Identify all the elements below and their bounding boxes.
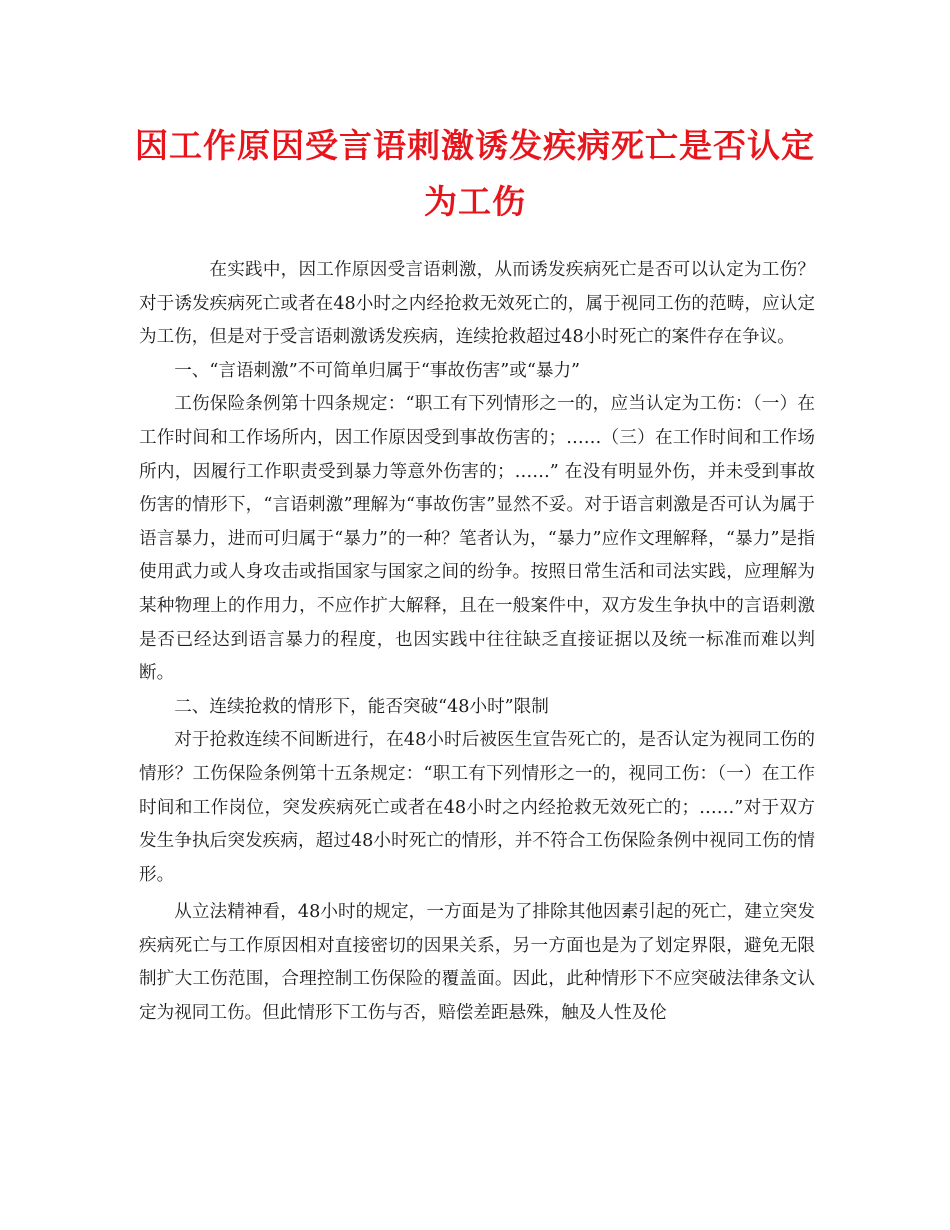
- document-body: [139, 254, 815, 1031]
- paragraph-legislative-spirit: 从立法精神看，48小时的规定，一方面是为了排除其他因素引起的死亡，建立突发疾病死亡与工作原因相对直接密切的因果关系，另一方面也是为了划定界限，避免无限制扩大工伤范围，合理控制工伤保险的覆盖面。因此，此种情形下不应突破法律条文认定为视同工伤。但此情形下工伤与否，赔偿差距悬殊，触及人性及伦: [139, 902, 815, 1024]
- paragraph-article-14: 工伤保险条例第十四条规定：“职工有下列情形之一的，应当认定为工伤：（一）在工作时间和工作场所内，因工作原因受到事故伤害的；……（三）在工作时间和工作场所内，因履行工作职责受到暴力等意外伤害的；……” 在没有明显外伤，并未受到事故伤害的情形下，“言语刺激”理解为“事故伤害”显然不妥。对于语言刺激是否可认为属于语言暴力，进而可归属于“暴力”的一种？笔者认为，“暴力”应作文理解释，“暴力”是指使用武力或人身攻击或指国家与国家之间的纷争。按照日常生活和司法实践，应理解为某种物理上的作用力，不应作扩大解释，且在一般案件中，双方发生争执中的言语刺激是否已经达到语言暴力的程度，也因实践中往往缺乏直接证据以及统一标准而难以判断。: [139, 394, 815, 684]
- paragraph-intro: 在实践中，因工作原因受言语刺激，从而诱发疾病死亡是否可以认定为工伤？对于诱发疾病死亡或者在48小时之内经抢救无效死亡的，属于视同工伤的范畴，应认定为工伤，但是对于受言语刺激诱发疾病，连续抢救超过48小时死亡的案件存在争议。: [139, 260, 815, 348]
- section-heading-1: 一、“言语刺激”不可简单归属于“事故伤害”或“暴力”: [174, 360, 581, 381]
- document-title: 因工作原因受言语刺激诱发疾病死亡是否认定为工伤: [135, 126, 815, 221]
- section-heading-2: 二、连续抢救的情形下，能否突破“48小时”限制: [174, 696, 549, 717]
- paragraph-article-15: 对于抢救连续不间断进行，在48小时后被医生宣告死亡的，是否认定为视同工伤的情形？工伤保险条例第十五条规定：“职工有下列情形之一的，视同工伤：（一）在工作时间和工作岗位，突发疾病死亡或者在48小时之内经抢救无效死亡的；……”对于双方发生争执后突发疾病，超过48小时死亡的情形，并不符合工伤保险条例中视同工伤的情形。: [139, 730, 815, 885]
